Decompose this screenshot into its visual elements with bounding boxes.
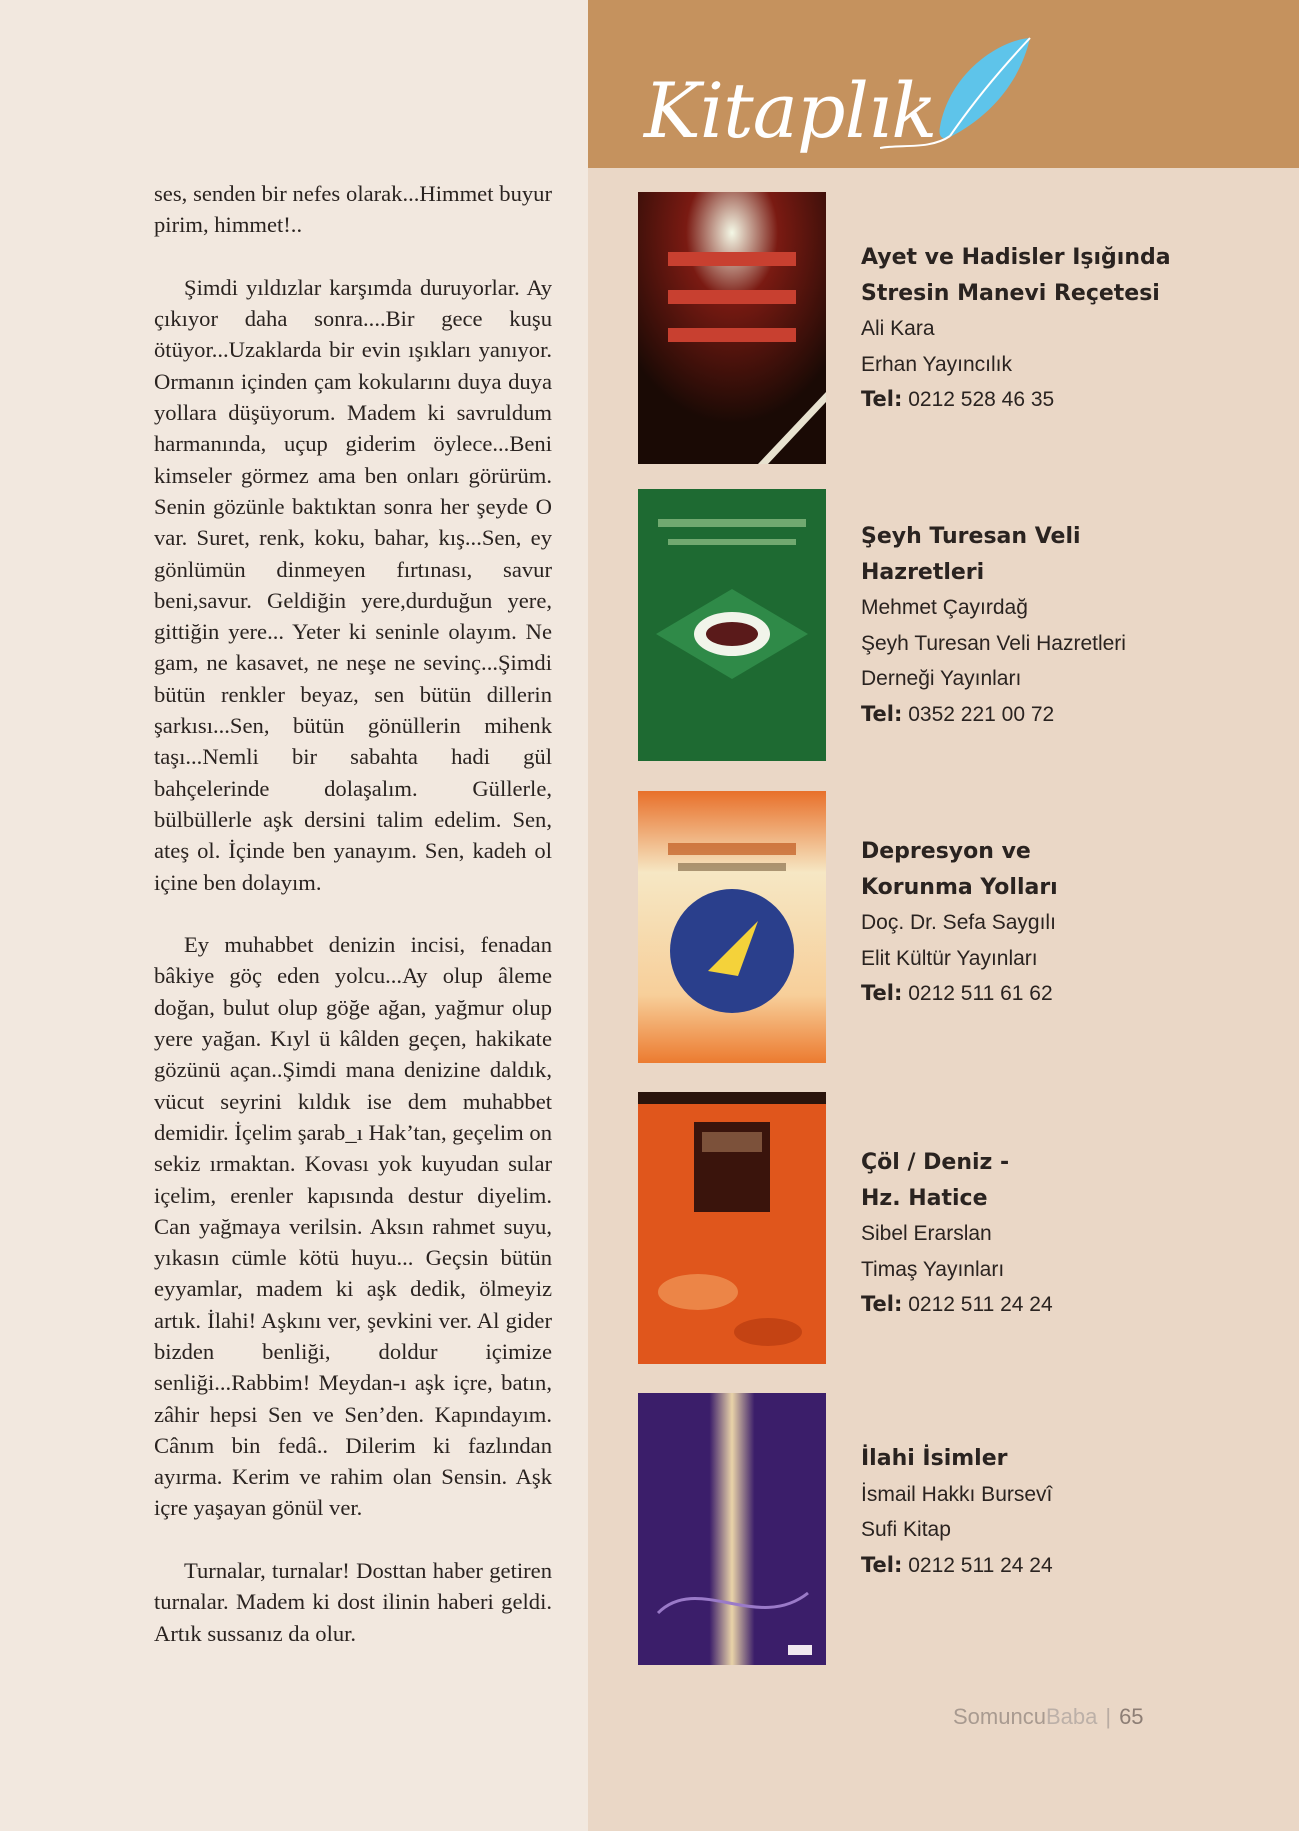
- tel-number: 0212 511 61 62: [908, 982, 1053, 1005]
- book-title: İlahi İsimler: [861, 1446, 1008, 1471]
- book-publisher: Şeyh Turesan Veli Hazretleri: [861, 631, 1126, 655]
- book-publisher: Sufi Kitap: [861, 1518, 951, 1541]
- book-title: Ayet ve Hadisler Işığında: [861, 245, 1171, 270]
- article-paragraph: ses, senden bir nefes olarak...Himmet buyur pirim, himmet!..: [154, 181, 552, 238]
- book-phone: [861, 1548, 1281, 1584]
- book-info: [861, 240, 1281, 418]
- tel-number: 0212 511 24 24: [908, 1293, 1053, 1316]
- book-title: Hz. Hatice: [861, 1185, 988, 1211]
- book-phone: [861, 976, 1281, 1012]
- book-cover: [638, 791, 826, 1063]
- article-paragraph: Ey muhabbet denizin incisi, fenadan bâkiye göç eden yolcu...Ay olup âleme doğan, bulut olup göğe ağan, yağmur olup yere yağan. Kıyl ü kâlden geçen, hakikate gözünü açan..Şimdi mana denizine daldık, vücut seyrini kıldık ise dem muhabbet demidir. İçelim şarab_ı Hak’tan, geçelim on sekiz ırmaktan. Kovası yok kuyudan sular içelim, erenler kapısında destur diyelim. Can yağmaya verilsin. Aksın rahmet suyu, yıkasın cümle kötü huyu... Geçsin bütün eyyamlar, madem ki aşk dedik, ölmeyiz artık. İlahi! Aşkını ver, şevkini ver. Al gider bizden benliği, doldur içimize senliği...Rabbim! Meydan-ı aşk içre, batın, zâhir hepsi Sen ve Sen’den. Kapındayım. Cânım bin fedâ.. Dilerim ki fazlından ayırma. Kerim ve rahim olan Sensin. Aşk içre yaşayan gönül ver.: [154, 932, 552, 1521]
- book-cover: [638, 1393, 826, 1665]
- tel-number: 0212 528 46 35: [908, 388, 1055, 411]
- book-title: Çöl / Deniz -: [861, 1150, 1010, 1175]
- section-title: Kitaplık: [644, 66, 937, 155]
- book-phone: [861, 697, 1281, 733]
- book-title: Stresin Manevi Reçetesi: [861, 280, 1160, 306]
- footer-separator: |: [1105, 1704, 1112, 1729]
- article-paragraph: Şimdi yıldızlar karşımda duruyorlar. Ay çıkıyor daha sonra....Bir gece kuşu ötüyor...Uzaklarda bir evin ışıkları yanıyor. Ormanın içinden çam kokularını duya duya yollara düşüyorum. Madem ki savruldum harmanında, uçup giderim öylece...Beni kimseler görmez ama ben onları görürüm. Senin gözünle baktıktan sonra her şeyde O var. Suret, renk, koku, bahar, kış...Sen, ey gönlümün dinmeyen fırtınası, savur beni,savur. Geldiğin yere,durduğun yere, gittiğin yere... Yeter ki seninle olayım. Ne gam, ne kasavet, ne neşe ne sevinç...Şimdi bütün renkler beyaz, sen bütün dillerin şarkısı...Sen, bütün gönüllerin mihenk taşı...Nemli bir sabahta hadi gül bahçelerinde dolaşalım. Güllerle, bülbüllerle aşk dersini talim edelim. Sen, ateş ol. İçinde ben yanayım. Sen, kadeh ol içine ben dolayım.: [154, 274, 552, 895]
- book-author: İsmail Hakkı Bursevî: [861, 1482, 1053, 1506]
- article-paragraph: Turnalar, turnalar! Dosttan haber getiren turnalar. Madem ki dost ilinin haberi geldi. Artık sussanız da olur.: [154, 1558, 552, 1646]
- book-info: [861, 834, 1281, 1012]
- magazine-brand: [953, 1704, 1097, 1729]
- book-cover: [638, 192, 826, 464]
- tel-number: 0212 511 24 24: [908, 1553, 1053, 1577]
- book-title: Korunma Yolları: [861, 874, 1058, 900]
- book-publisher: Derneği Yayınları: [861, 667, 1022, 690]
- book-info: [861, 1441, 1281, 1583]
- book-publisher: Elit Kültür Yayınları: [861, 946, 1038, 970]
- book-cover: [638, 1092, 826, 1364]
- book-cover: [638, 489, 826, 761]
- brand-part: Somuncu: [953, 1704, 1046, 1729]
- article-text: [154, 178, 552, 1680]
- tel-number: 0352 221 00 72: [908, 702, 1055, 726]
- book-phone: [861, 382, 1281, 418]
- book-author: Sibel Erarslan: [861, 1222, 992, 1245]
- book-info: [861, 1145, 1281, 1323]
- feather-quill-icon: [880, 32, 1040, 162]
- page-footer: [953, 1704, 1144, 1730]
- tel-label: Tel:: [861, 701, 903, 726]
- book-author: Doç. Dr. Sefa Saygılı: [861, 911, 1056, 934]
- tel-label: Tel:: [861, 1292, 903, 1316]
- book-phone: [861, 1287, 1281, 1323]
- book-publisher: Timaş Yayınları: [861, 1257, 1005, 1281]
- tel-label: Tel:: [861, 387, 903, 411]
- book-author: Mehmet Çayırdağ: [861, 596, 1028, 619]
- book-info: [861, 519, 1281, 732]
- book-title: Depresyon ve: [861, 839, 1031, 864]
- book-publisher: Erhan Yayıncılık: [861, 352, 1012, 376]
- book-author: Ali Kara: [861, 317, 935, 340]
- tel-label: Tel:: [861, 1552, 903, 1577]
- brand-part: Baba: [1045, 1704, 1098, 1729]
- book-title: Hazretleri: [861, 559, 985, 585]
- book-title: Şeyh Turesan Veli: [861, 524, 1081, 549]
- tel-label: Tel:: [861, 981, 903, 1005]
- page-number: 65: [1119, 1704, 1144, 1729]
